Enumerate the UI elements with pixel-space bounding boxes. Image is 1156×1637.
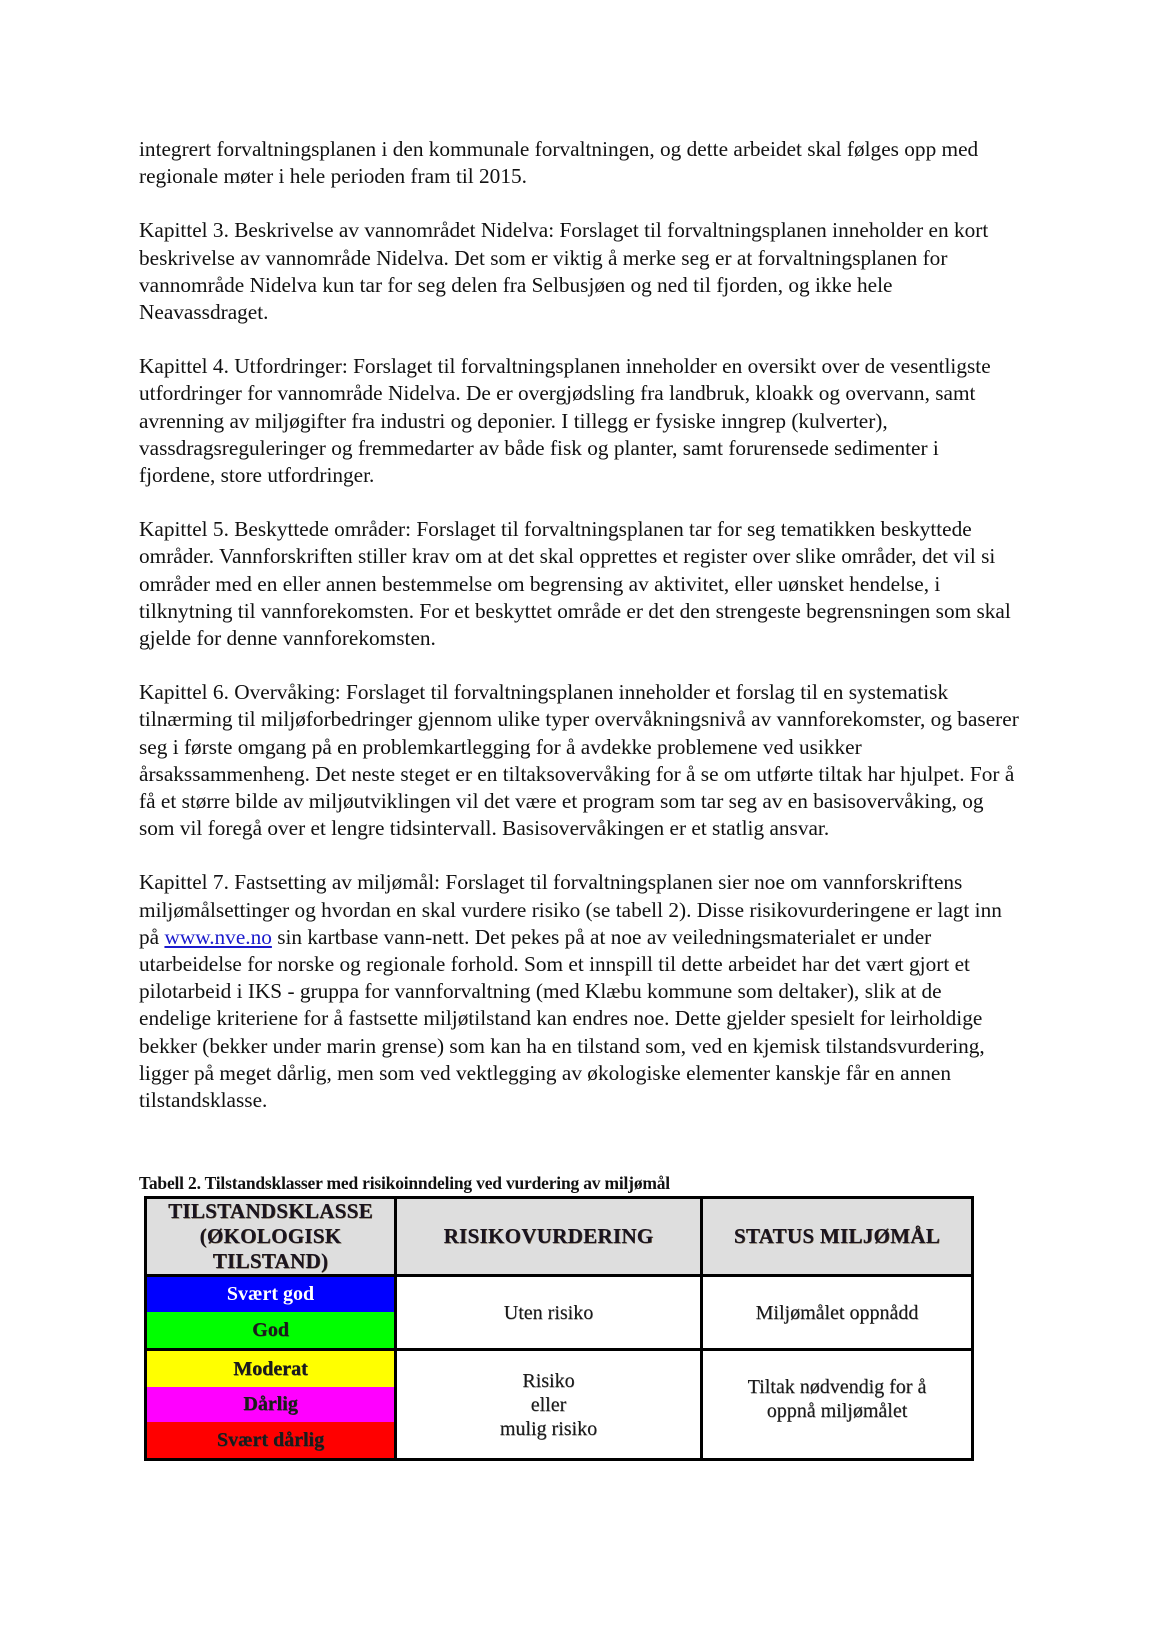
risk-line: Risiko bbox=[522, 1369, 575, 1392]
risk-line: mulig risiko bbox=[499, 1417, 598, 1440]
paragraph-chapter-4: Kapittel 4. Utfordringer: Forslaget til forvaltningsplanen inneholder en oversikt over de vesentligste utfordringer for vannområde Nidelva. De er overgjødsling fra landbruk, kloakk og overvann, samt avrenning av miljøgifter fra industri og deponier. I tillegg er fysiske inngrep (kulverter), vassdragsreguleringer og fremmedarter av både fisk og planter, samt forurensede sedimenter i fjordene, store utfordringer. bbox=[139, 354, 991, 488]
header-status-goal: STATUS MILJØMÅL bbox=[733, 1224, 941, 1248]
chapter-7-text-end: sin kartbase vann-nett. Det pekes på at noe av veiledningsmaterialet er under utarbeidelse for norske og regionale forhold. Som et innspill til dette arbeidet har det vært gjort et pilotarbeid i IKS - gruppa for vannforvaltning (med Klæbu kommune som deltaker), slik at de endelige kriteriene for å fastsette miljøtilstand kan endres noe. Dette gjelder spesielt for leirholdige bekker (bekker under marin grense) som kan ha en tilstand som, ved en kjemisk tilstandsvurdering, ligger på meget dårlig, men som ved vektlegging av økologiske elementer kanskje får en annen tilstandsklasse. bbox=[139, 924, 985, 1113]
paragraph-chapter-3: Kapittel 3. Beskrivelse av vannområdet Nidelva: Forslaget til forvaltningsplanen inneholder en kort beskrivelse av vannområde Nidelva. Det som er viktig å merke seg er at forvaltningsplanen for vannområde Nidelva kun tar for seg delen fra Selbusjøen og ned til fjorden, og ikke hele Neavassdraget. bbox=[139, 218, 989, 325]
status-cell-achieved: Miljømålet oppnådd bbox=[755, 1301, 919, 1324]
class-band-very-poor: Svært dårlig bbox=[147, 1422, 394, 1458]
header-condition-class bbox=[147, 1199, 394, 1274]
status-cell-action-needed bbox=[703, 1351, 971, 1447]
status-line: oppnå miljømålet bbox=[766, 1400, 908, 1422]
document-body bbox=[139, 136, 1019, 1141]
header-condition-class-label: TILSTANDSKLASSE (ØKOLOGISK TILSTAND) bbox=[168, 1199, 373, 1273]
condition-class-table bbox=[144, 1196, 974, 1461]
risk-line: eller bbox=[530, 1393, 567, 1416]
table-caption: Tabell 2. Tilstandsklasser med risikoinndeling ved vurdering av miljømål bbox=[139, 1173, 670, 1193]
paragraph-intro: integrert forvaltningsplanen i den kommunale forvaltningen, og dette arbeidet skal følges opp med regionale møter i hele perioden fram til 2015. bbox=[139, 137, 979, 189]
paragraph-chapter-6: Kapittel 6. Overvåking: Forslaget til forvaltningsplanen inneholder et forslag til en systematisk tilnærming til miljøforbedringer gjennom ulike typer overvåkningsnivå av vannforekomster, og baserer seg i første omgang på en problemkartlegging for å avdekke problemene ved usikker årsakssammenheng. Det neste steget er en tiltaksovervåking for å se om utførte tiltak har hjulpet. For å få et større bilde av miljøutviklingen vil det være et program som tar seg av en basisovervåking, og som vil foregå over et lengre tidsintervall. Basisovervåkingen er et statlig ansvar. bbox=[139, 680, 1019, 841]
class-band-poor: Dårlig bbox=[147, 1387, 394, 1422]
status-line: Tiltak nødvendig for å bbox=[747, 1376, 927, 1398]
class-band-moderate: Moderat bbox=[147, 1351, 394, 1387]
class-band-very-good: Svært god bbox=[147, 1277, 394, 1312]
chapter-7-text-start: Kapittel 7. Fastsetting av miljømål: Forslaget til forvaltningsplanen sier noe om vannforskriftens miljømålsettinger og hvordan en skal vurdere risiko (se tabell 2). Disse risikovurderingene er lagt inn på bbox=[139, 870, 1002, 949]
risk-cell-risk bbox=[397, 1351, 700, 1458]
column-divider bbox=[700, 1199, 703, 1458]
paragraph-chapter-7 bbox=[139, 869, 1019, 1114]
class-band-good: God bbox=[147, 1312, 394, 1348]
risk-cell-no-risk: Uten risiko bbox=[503, 1301, 594, 1324]
paragraph-chapter-5: Kapittel 5. Beskyttede områder: Forslaget til forvaltningsplanen tar for seg tematikken beskyttede områder. Vannforskriften stiller krav om at det skal opprettes et register over slike områder, det vil si områder med en eller annen bestemmelse om begrensing av aktivitet, eller uønsket hendelse, i tilknytning til vannforekomsten. For et beskyttet område er det den strengeste begrensningen som skal gjelde for denne vannforekomsten. bbox=[139, 517, 1011, 651]
header-risk-assessment: RISIKOVURDERING bbox=[443, 1224, 654, 1248]
column-divider bbox=[394, 1199, 397, 1458]
nve-link[interactable]: www.nve.no bbox=[164, 924, 272, 949]
table-header-row bbox=[147, 1199, 971, 1277]
